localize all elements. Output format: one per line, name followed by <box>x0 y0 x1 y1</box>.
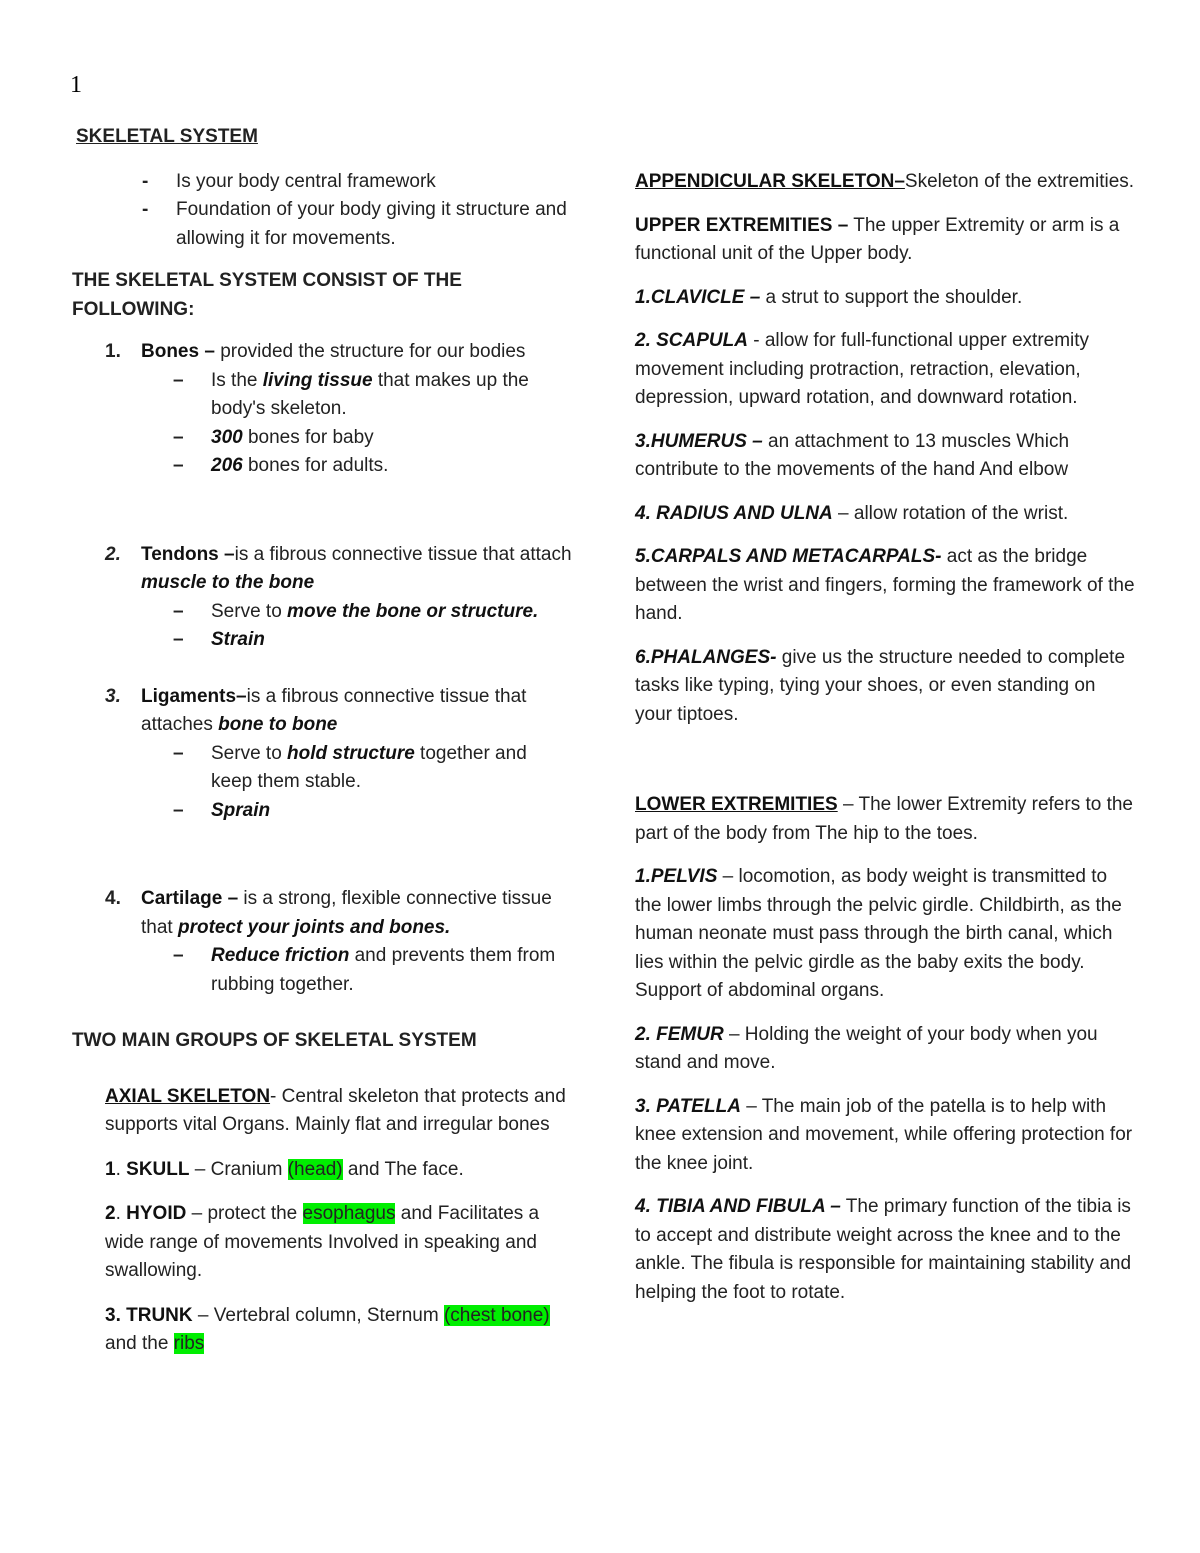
cartilage-item <box>72 885 572 999</box>
bones-sublist <box>72 367 572 481</box>
tibia-text: The primary function of the tibia is to accept and distribute weight across the knee and to the ankle. The fibula is responsible for maintaining stability and helping the foot to rotate. <box>635 1196 1132 1303</box>
bones-label: Bones – <box>141 341 215 362</box>
upper-text: The upper Extremity or arm is a functional unit of the Upper body. <box>635 214 1120 264</box>
tendons-number: 2. <box>105 543 121 565</box>
sub-item <box>141 367 572 424</box>
clavicle-label: 1.CLAVICLE – <box>635 286 761 308</box>
bones-text: provided the structure for our bodies <box>214 341 526 362</box>
radius-paragraph <box>635 500 1135 529</box>
femur-label: 2. FEMUR <box>635 1023 724 1045</box>
bones-item <box>72 338 572 481</box>
hyoid-label: HYOID <box>126 1203 187 1224</box>
sub-text: that makes up the body's skeleton. <box>211 369 529 419</box>
hyoid-text: – protect the <box>186 1203 303 1224</box>
patella-paragraph <box>635 1093 1135 1179</box>
trunk-text: – Vertebral column, Sternum <box>192 1304 444 1326</box>
humerus-paragraph <box>635 428 1135 485</box>
phalanges-label: 6.PHALANGES- <box>635 646 777 668</box>
pelvis-text: – locomotion, as body weight is transmitted to the lower limbs through the pelvic girdle. Childbirth, as the human neonate must pass through the birth canal, which lies within the pelvic girdle as the baby exits the body. Support of abdominal organs. <box>635 866 1122 1001</box>
pelvis-label: 1.PELVIS <box>635 866 718 887</box>
bones-number: 1. <box>105 341 121 362</box>
sub-item <box>141 626 572 655</box>
ligaments-sublist <box>72 740 572 826</box>
consist-heading: THE SKELETAL SYSTEM CONSIST OF THE FOLLOWING: <box>72 270 462 320</box>
hyoid-number: 2 <box>105 1203 116 1224</box>
sub-emphasis: 300 <box>211 426 243 448</box>
upper-paragraph <box>635 212 1135 269</box>
sub-text: Is the <box>211 369 263 391</box>
femur-paragraph <box>635 1021 1135 1078</box>
pelvis-paragraph <box>635 863 1135 1006</box>
appendicular-paragraph <box>635 168 1135 197</box>
groups-heading: TWO MAIN GROUPS OF SKELETAL SYSTEM <box>72 1030 477 1051</box>
ligaments-emphasis: bone to bone <box>218 714 338 735</box>
scapula-paragraph <box>635 327 1135 413</box>
sub-text: Serve to <box>211 600 288 622</box>
sub-emphasis: Reduce friction <box>211 945 350 966</box>
skull-text-end: and The face. <box>342 1158 464 1180</box>
humerus-label: 3.HUMERUS – <box>635 430 763 452</box>
right-column <box>635 168 1135 1322</box>
sub-text: bones for baby <box>242 426 374 448</box>
axial-paragraph <box>72 1083 572 1140</box>
trunk-label: 3. TRUNK <box>105 1304 193 1326</box>
axial-label: AXIAL SKELETON <box>105 1085 271 1107</box>
sub-emphasis: living tissue <box>262 369 373 391</box>
trunk-highlight-ribs: ribs <box>173 1333 205 1354</box>
clavicle-text: a strut to support the shoulder. <box>760 286 1023 308</box>
page-number: 1 <box>70 72 82 98</box>
sub-item <box>141 797 572 826</box>
sub-text: Serve to <box>211 742 288 764</box>
sub-emphasis: move the bone or structure. <box>287 600 539 622</box>
tendons-emphasis: muscle to the bone <box>141 572 315 593</box>
cartilage-text: is a strong, flexible connective tissue that <box>141 888 552 938</box>
skull-paragraph: 1. SKULL – Cranium (head) and The face. <box>105 1158 464 1180</box>
ligaments-label: Ligaments– <box>141 685 247 707</box>
intro-list <box>72 168 572 254</box>
sub-emphasis: hold structure <box>287 742 415 764</box>
cartilage-emphasis: protect your joints and bones. <box>177 916 451 938</box>
sub-emphasis: Sprain <box>211 799 271 821</box>
page-title: SKELETAL SYSTEM <box>76 126 258 147</box>
trunk-paragraph <box>72 1302 572 1359</box>
sub-emphasis: Strain <box>211 629 265 650</box>
ligaments-text: is a fibrous connective tissue that attaches <box>141 685 527 735</box>
tendons-text: is a fibrous connective tissue that attach <box>234 543 572 565</box>
appendicular-label: APPENDICULAR SKELETON– <box>635 171 905 192</box>
hyoid-paragraph: 2. HYOID – protect the esophagus and Facilitates a wide range of movements Involved in speaking and swallowing. <box>105 1203 540 1281</box>
skull-number: 1 <box>105 1158 116 1180</box>
carpals-label: 5.CARPALS AND METACARPALS- <box>635 546 942 567</box>
tendons-item <box>72 541 572 655</box>
tendons-label: Tendons – <box>141 543 235 565</box>
trunk-text-mid: and the <box>105 1333 174 1354</box>
carpals-paragraph <box>635 543 1135 629</box>
lower-text: – The lower Extremity refers to the part of the body from The hip to the toes. <box>635 794 1134 844</box>
trunk-highlight-chest: (chest bone) <box>443 1304 550 1326</box>
upper-label: UPPER EXTREMITIES – <box>635 214 849 236</box>
carpals-text: act as the bridge between the wrist and fingers, forming the framework of the hand. <box>635 546 1135 624</box>
skull-highlight: (head) <box>287 1158 343 1180</box>
sub-item <box>141 424 572 453</box>
phalanges-paragraph <box>635 644 1135 730</box>
ligaments-item <box>72 683 572 826</box>
tibia-paragraph <box>635 1193 1135 1307</box>
intro-bullet: - Is your body central framework <box>72 168 572 197</box>
hyoid-text-end: and Facilitates a wide range of movements Involved in speaking and swallowing. <box>105 1203 540 1281</box>
lower-paragraph <box>635 791 1135 848</box>
scapula-text: - allow for full-functional upper extremity movement including protraction, retraction, elevation, depression, upward rotation, and downward rotation. <box>635 330 1090 408</box>
patella-text: – The main job of the patella is to help with knee extension and movement, while offering protection for the knee joint. <box>635 1095 1133 1174</box>
appendicular-text: Skeleton of the extremities. <box>904 171 1135 192</box>
sub-item <box>141 452 572 481</box>
ligaments-number: 3. <box>105 685 121 707</box>
cartilage-number: 4. <box>105 888 121 909</box>
humerus-text: an attachment to 13 muscles Which contribute to the movements of the hand And elbow <box>635 430 1070 480</box>
hyoid-highlight: esophagus <box>302 1203 396 1224</box>
scapula-label: 2. SCAPULA <box>635 330 748 351</box>
clavicle-paragraph <box>635 284 1135 313</box>
lower-label: LOWER EXTREMITIES <box>635 794 838 815</box>
sub-item <box>141 942 572 999</box>
tibia-label: 4. TIBIA AND FIBULA – <box>635 1196 841 1217</box>
phalanges-text: give us the structure needed to complete tasks like typing, tying your shoes, or even standing on your tiptoes. <box>635 646 1126 725</box>
cartilage-sublist <box>72 942 572 999</box>
left-column <box>72 123 572 1359</box>
axial-text: - Central skeleton that protects and supports vital Organs. Mainly flat and irregular bones <box>105 1085 566 1135</box>
patella-label: 3. PATELLA <box>635 1095 741 1117</box>
sub-item <box>141 598 572 627</box>
sub-text: and prevents them from rubbing together. <box>211 945 556 995</box>
skull-text: – Cranium <box>189 1158 288 1180</box>
sub-item <box>141 740 572 797</box>
sub-emphasis: 206 <box>211 455 243 476</box>
tendons-sublist <box>72 598 572 655</box>
femur-text: – Holding the weight of your body when you stand and move. <box>635 1023 1098 1073</box>
radius-label: 4. RADIUS AND ULNA <box>635 502 833 524</box>
sub-text: together and keep them stable. <box>211 742 527 792</box>
cartilage-label: Cartilage – <box>141 888 239 909</box>
sub-text: bones for adults. <box>242 455 389 476</box>
radius-text: – allow rotation of the wrist. <box>832 502 1069 524</box>
intro-bullet: - Foundation of your body giving it structure and allowing it for movements. <box>72 196 572 253</box>
skull-label: SKULL <box>126 1158 190 1180</box>
